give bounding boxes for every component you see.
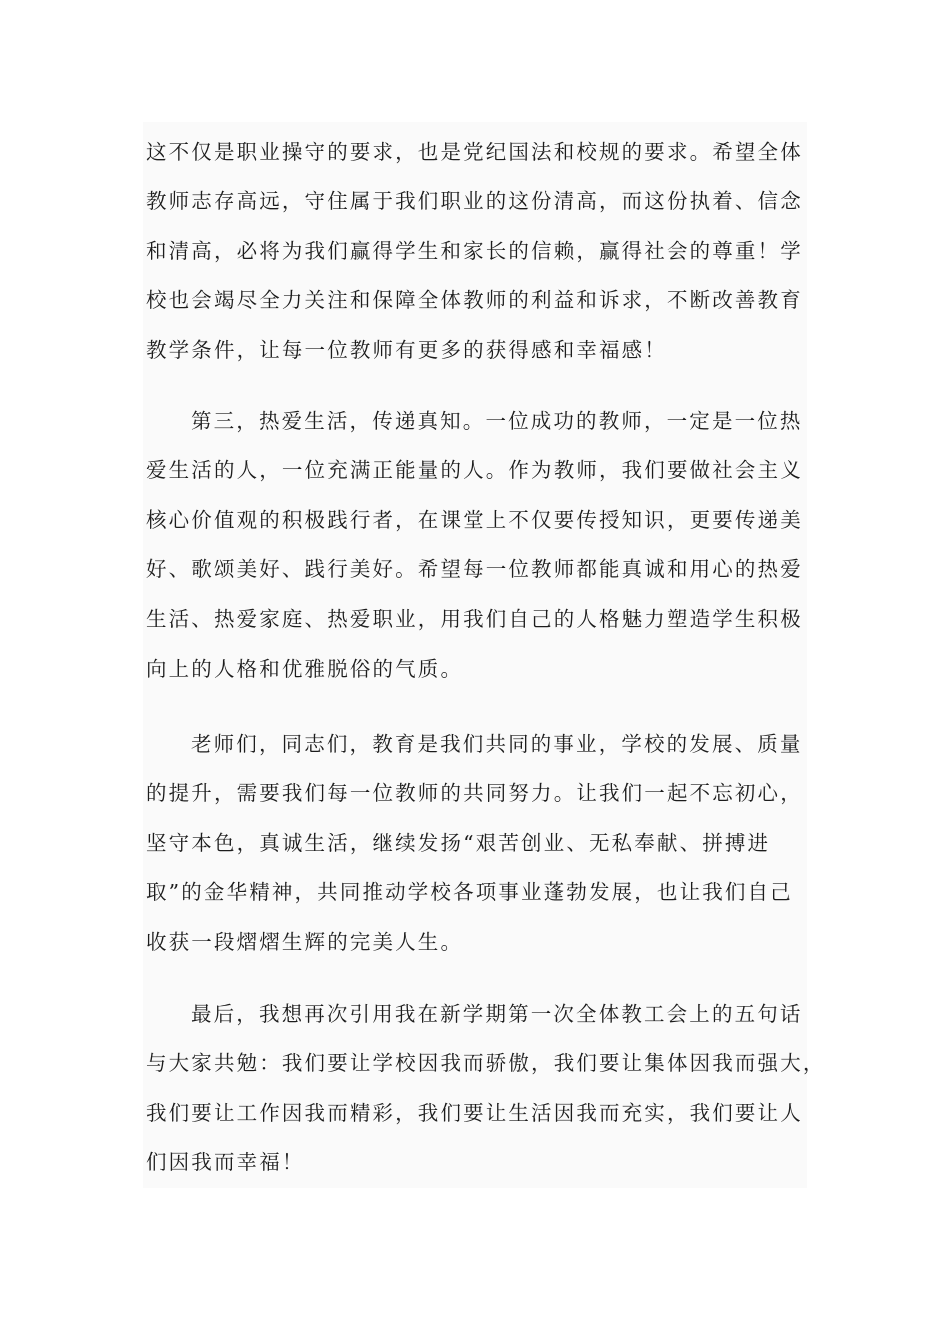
paragraph-3-line-1: 老师们，同志们，教育是我们共同的事业，学校的发展、质量	[191, 732, 803, 756]
paragraph-1-line-4: 校也会竭尽全力关注和保障全体教师的利益和诉求，不断改善教育	[146, 288, 803, 312]
paragraph-3-line-3: 坚守本色，真诚生活，继续发扬“艰苦创业、无私奉献、拼搏进	[146, 831, 771, 855]
paragraph-1-line-3: 和清高，必将为我们赢得学生和家长的信赖，赢得社会的尊重！学	[146, 239, 803, 263]
document-page	[143, 122, 826, 1188]
paragraph-2-line-6: 向上的人格和优雅脱俗的气质。	[146, 657, 464, 681]
paragraph-4-line-1: 最后，我想再次引用我在新学期第一次全体教工会上的五句话	[191, 1002, 803, 1026]
paragraph-2-line-1: 第三，热爱生活，传递真知。一位成功的教师，一定是一位热	[191, 409, 803, 433]
paragraph-4-line-4: 们因我而幸福！	[146, 1150, 305, 1174]
paragraph-3-line-5: 收获一段熠熠生辉的完美人生。	[146, 930, 464, 954]
paragraph-3-line-4: 取”的金华精神，共同推动学校各项事业蓬勃发展，也让我们自己	[146, 880, 793, 904]
paragraph-4-line-2: 与大家共勉：我们要让学校因我而骄傲，我们要让集体因我而强大，	[146, 1051, 826, 1075]
paragraph-1-line-1: 这不仅是职业操守的要求，也是党纪国法和校规的要求。希望全体	[146, 140, 803, 164]
paragraph-2-line-3: 核心价值观的积极践行者，在课堂上不仅要传授知识，更要传递美	[146, 508, 803, 532]
paragraph-1-line-5: 教学条件，让每一位教师有更多的获得感和幸福感！	[146, 338, 667, 362]
paragraph-1-line-2: 教师志存高远，守住属于我们职业的这份清高，而这份执着、信念	[146, 189, 803, 213]
paragraph-3-line-2: 的提升，需要我们每一位教师的共同努力。让我们一起不忘初心，	[146, 781, 803, 805]
paragraph-4-line-3: 我们要让工作因我而精彩，我们要让生活因我而充实，我们要让人	[146, 1101, 803, 1125]
paragraph-2-line-5: 生活、热爱家庭、热爱职业，用我们自己的人格魅力塑造学生积极	[146, 607, 803, 631]
paragraph-2-line-2: 爱生活的人，一位充满正能量的人。作为教师，我们要做社会主义	[146, 458, 803, 482]
paragraph-2-line-4: 好、歌颂美好、践行美好。希望每一位教师都能真诚和用心的热爱	[146, 557, 803, 581]
